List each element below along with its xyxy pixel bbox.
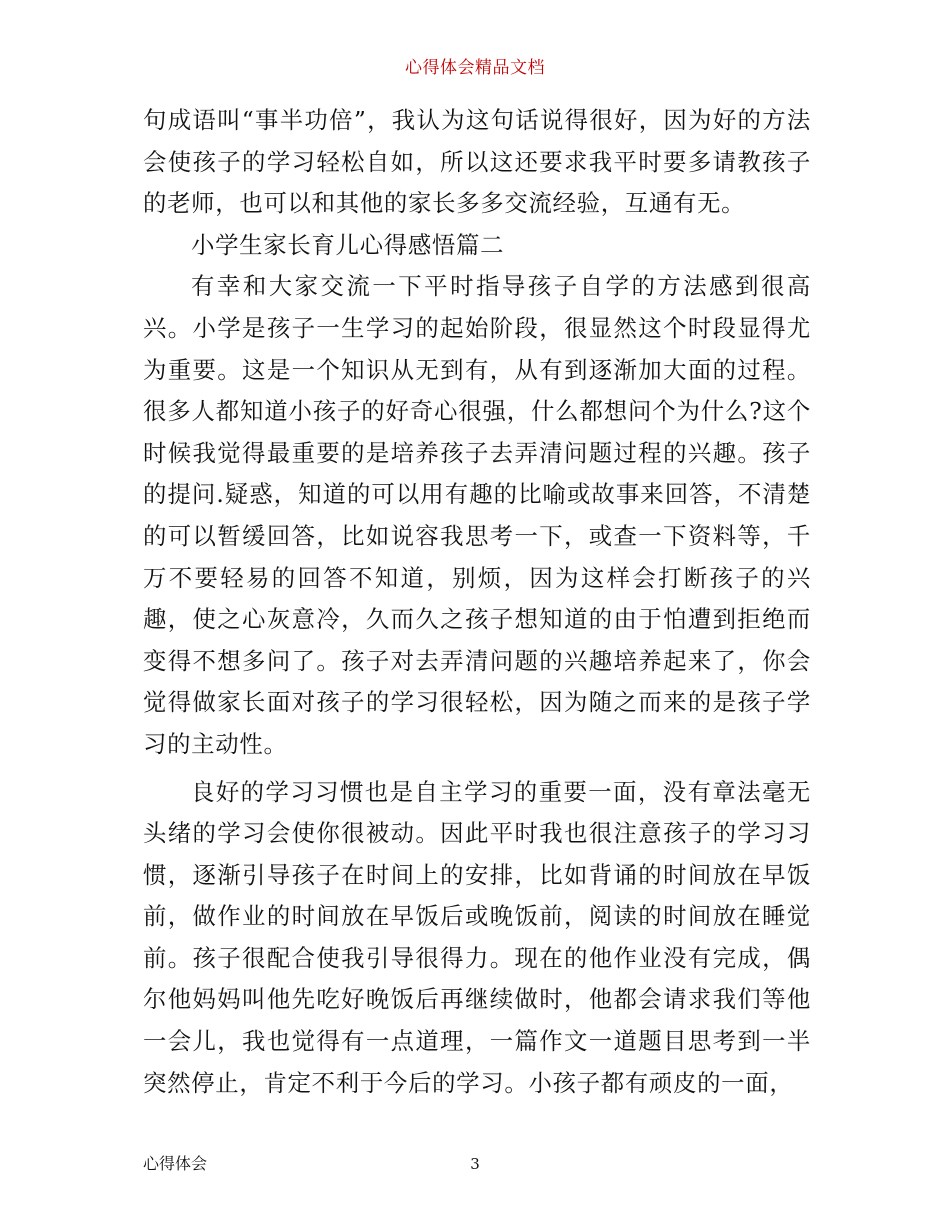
page-number: 3 xyxy=(470,1155,480,1173)
page-header: 心得体会精品文档 xyxy=(405,58,545,78)
paragraph: 有幸和大家交流一下平时指导孩子自学的方法感到很高兴。小学是孩子一生学习的起始阶段，很显然这个时段显得尤为重要。这是一个知识从无到有，从有到逐渐加大面的过程。很多人都知道小孩子的好奇心很强，什么都想问个为什么?这个时候我觉得最重要的是培养孩子去弄清问题过程的兴趣。孩子的提问.疑惑，知道的可以用有趣的比喻或故事来回答，不清楚的可以暂缓回答，比如说容我思考一下，或查一下资料等，千万不要轻易的回答不知道，别烦，因为这样会打断孩子的兴趣，使之心灰意冷，久而久之孩子想知道的由于怕遭到拒绝而变得不想多问了。孩子对去弄清问题的兴趣培养起来了，你会觉得做家长面对孩子的学习很轻松，因为随之而来的是孩子学习的主动性。 xyxy=(143,272,811,758)
paragraph: 良好的学习习惯也是自主学习的重要一面，没有章法毫无头绪的学习会使你很被动。因此平时我也很注意孩子的学习习惯，逐渐引导孩子在时间上的安排，比如背诵的时间放在早饭前，做作业的时间放在早饭后或晚饭前，阅读的时间放在睡觉前。孩子很配合使我引导很得力。现在的他作业没有完成，偶尔他妈妈叫他先吃好晚饭后再继续做时，他都会请求我们等他一会儿，我也觉得有一点道理，一篇作文一道题目思考到一半突然停止，肯定不利于今后的学习。小孩子都有顽皮的一面， xyxy=(143,777,811,1097)
section-heading: 小学生家长育儿心得感悟篇二 xyxy=(191,230,505,259)
paragraph-continued: 句成语叫“事半功倍”，我认为这句话说得很好，因为好的方法会使孩子的学习轻松自如，所以这还要求我平时要多请教孩子的老师，也可以和其他的家长多多交流经验，互通有无。 xyxy=(143,106,811,218)
document-body xyxy=(143,100,811,1104)
footer-label: 心得体会 xyxy=(143,1154,208,1173)
